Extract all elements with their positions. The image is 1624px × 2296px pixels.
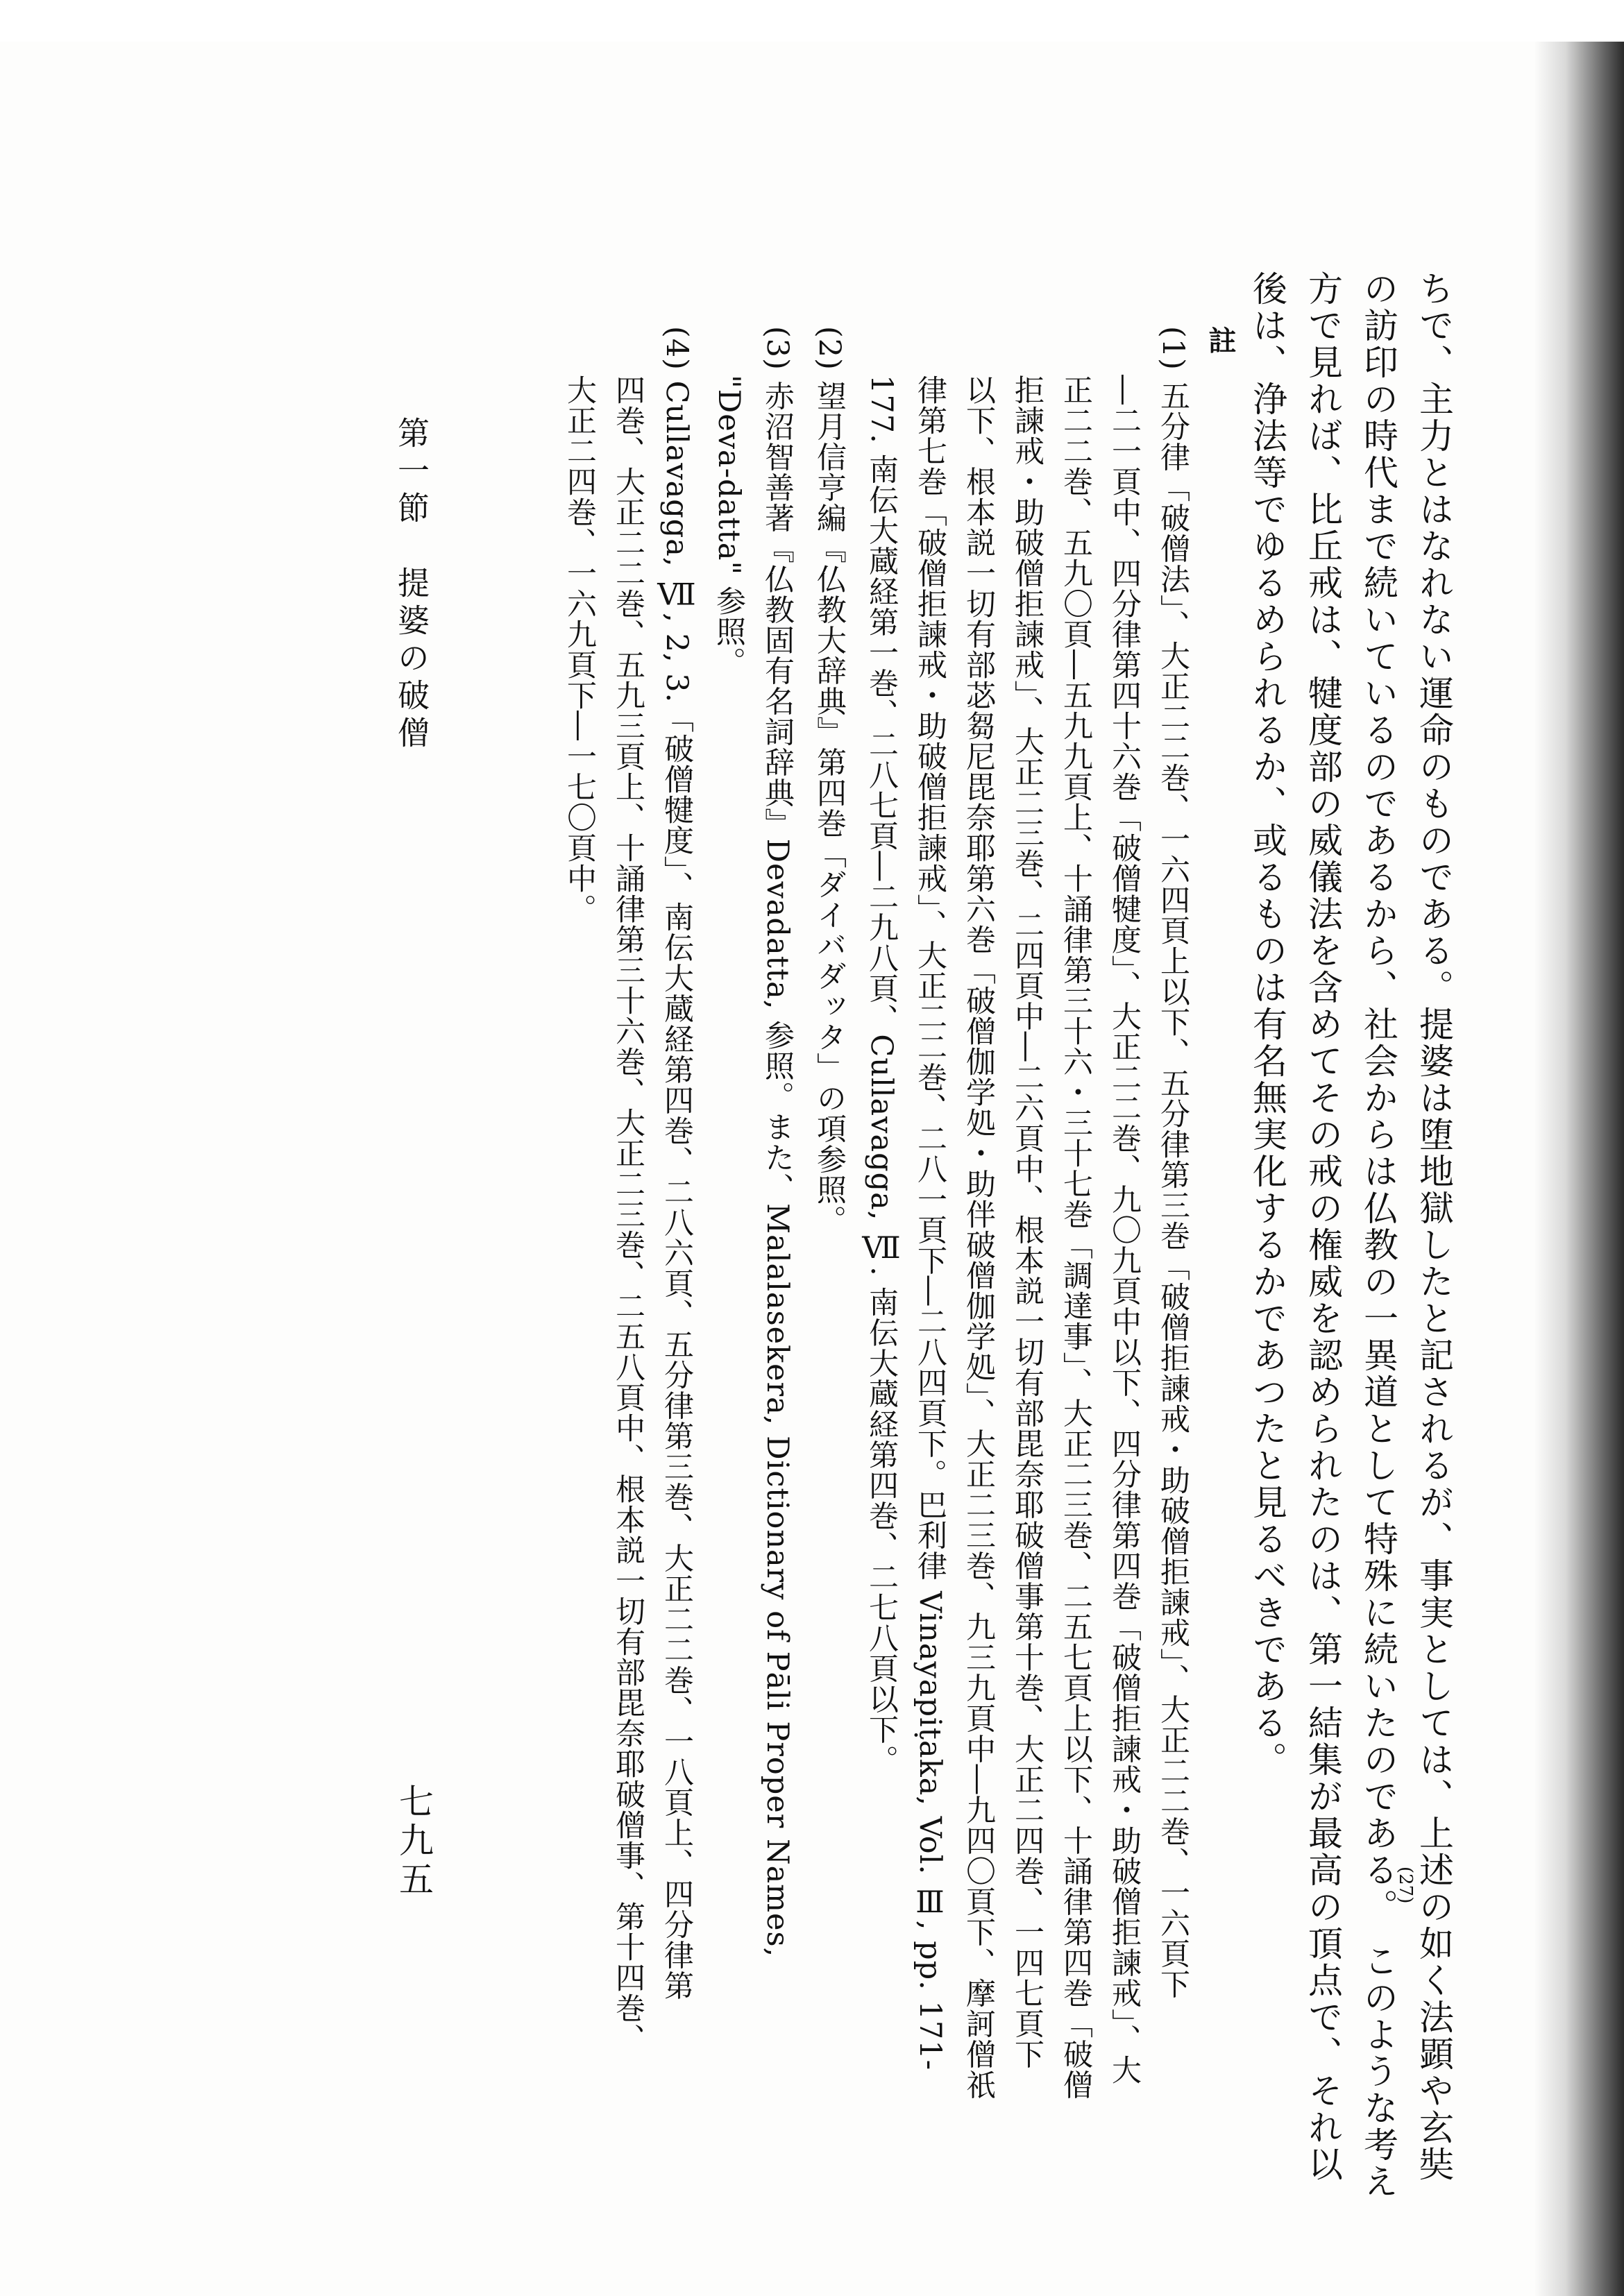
note-1-line-5: 以下、根本説一切有部苾芻尼毘奈耶第六巻「破僧伽学処・助伴破僧伽学処」、大正二三巻、九三九頁中―九四〇頁下、摩訶僧祇	[961, 375, 996, 2100]
body-line-3	[1298, 271, 1348, 2183]
note-1-line-7: 177. 南伝大蔵経第一巻、二八七頁―二九八頁、Cullavagga, Ⅶ. 南伝大蔵経第四巻、二七八頁以下。	[864, 375, 899, 1776]
note-4-line-2: 四巻、大正二二巻、五九三頁上、十誦律第三十六巻、大正二三巻、二五八頁中、根本説一切有部毘奈耶破僧事、第十四巻、	[611, 375, 645, 2054]
note-1-line-1: (1) 五分律「破僧法」、大正二二巻、一六四頁上以下、五分律第三巻「破僧拒諫戒・助破僧拒諫戒」、大正二二巻、一六頁下	[1156, 326, 1190, 2000]
page-number: 七九五	[394, 1783, 434, 1900]
body-line-2-tail: このような考え	[1358, 1943, 1398, 2200]
running-footer-section-title: 第一節 提婆の破僧	[393, 416, 430, 754]
body-line-2	[1353, 271, 1403, 1925]
note-4-line-1: (4) Cullavagga, Ⅶ, 2, 3.「破僧犍度」、南伝大蔵経第四巻、二八六頁、五分律第三巻、大正二二巻、一八頁上、四分律第	[659, 326, 694, 2001]
body-line-1-text: ちで、主力とはなれない運命のものである。提婆は堕地獄したと記されるが、事実としては、上述の如く法顕や玄奘	[1414, 271, 1454, 2183]
footnote-reference: (27)	[1395, 1866, 1416, 1904]
note-1-line-6: 律第七巻「破僧拒諫戒・助破僧拒諫戒」、大正二二巻、二八一頁下―二八四頁下。巴利律 Vinayapiṭaka, Vol. Ⅲ, pp. 171-	[913, 375, 947, 2071]
note-1-line-2: ―二一頁中、四分律第四十六巻「破僧犍度」、大正二二巻、九〇九頁中以下、四分律第四巻「破僧拒諫戒・助破僧拒諫戒」、大	[1107, 375, 1142, 2085]
body-line-2-text: の訪印の時代まで続いているのであるから、社会からは仏教の一異道として特殊に続いたのである。	[1358, 271, 1398, 1925]
body-line-3-text: 方で見れば、比丘戒は、犍度部の威儀法を含めてその戒の権威を認められたのは、第一結集が最高の頂点で、それ以	[1303, 271, 1343, 2183]
note-3-line-2: "Deva-datta" 参照。	[711, 375, 746, 677]
body-line-1	[1409, 271, 1459, 2183]
note-2-line-1: (2) 望月信亨編『仏教大辞典』第四巻「ダイバダッタ」の項参照。	[812, 326, 847, 1236]
body-line-4	[1242, 271, 1292, 1778]
note-1-line-3: 正二二巻、五九〇頁―五九九頁上、十誦律第三十六・三十七巻「調達事」、大正二三巻、二五七頁上以下、十誦律第四巻「破僧	[1058, 375, 1093, 2100]
note-1-line-4: 拒諫戒・助破僧拒諫戒」、大正二三巻、二四頁中―二六頁中、根本説一切有部毘奈耶破僧事第十巻、大正二四巻、一四七頁下	[1010, 375, 1044, 2070]
page-top-margin	[0, 0, 1624, 42]
note-4-line-3: 大正二四巻、一六九頁下―一七〇頁中。	[562, 375, 597, 924]
scan-edge-shadow	[1534, 42, 1624, 2296]
note-3-line-1: (3) 赤沼智善著『仏教固有名詞辞典』Devadatta, 参照。また、Malalasekera, Dictionary of Pāli Proper Names,	[760, 326, 795, 1958]
body-line-4-text: 後は、浄法等でゆるめられるか、或るものは有名無実化するかであつたと見るべきである。	[1247, 271, 1287, 1778]
notes-heading: 註	[1204, 326, 1237, 354]
